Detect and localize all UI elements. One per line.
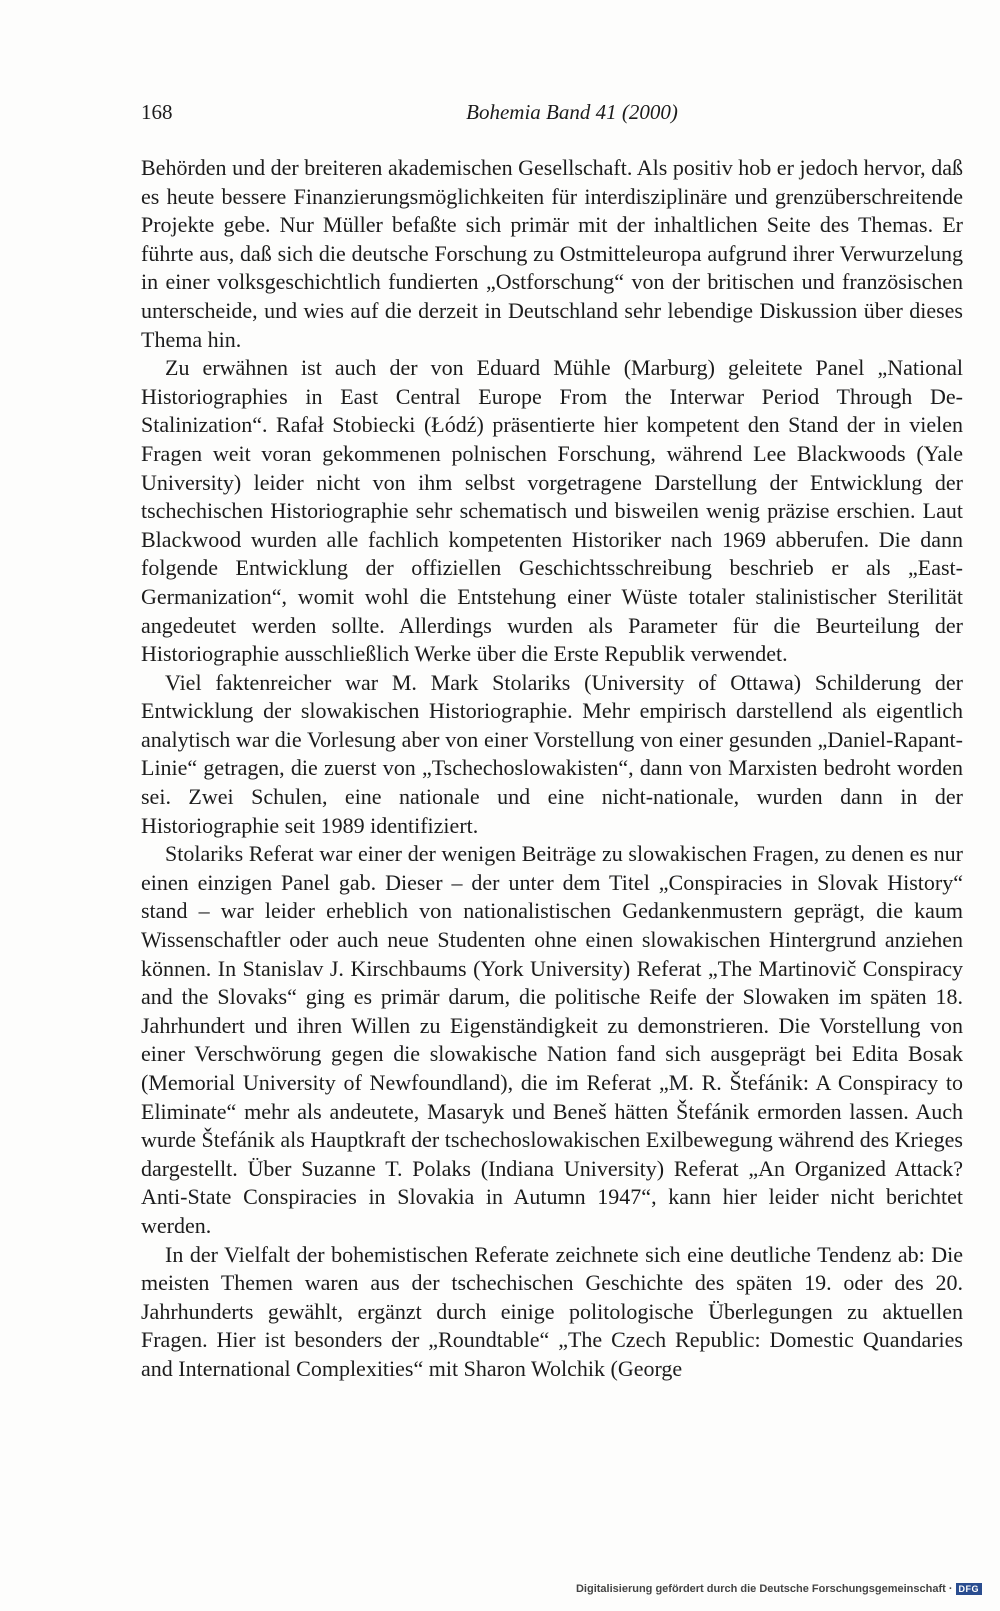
paragraph: Behörden und der breiteren akademischen Gesellschaft. Als positiv hob er jedoch hervor, daß es heute bessere Finanzierungsmöglichkeiten für interdisziplinäre und grenzüberschreitende Projekte gebe. Nur Müller befaßte sich primär mit der inhaltlichen Seite des Themas. Er führte aus, daß sich die deutsche Forschung zu Ostmitteleuropa aufgrund ihrer Verwurzelung in einer volksgeschichtlich fundierten „Ostforschung“ von der britischen und französischen unterscheide, und wies auf die derzeit in Deutschland sehr lebendige Diskussion über dieses Thema hin. (141, 155, 963, 352)
page-number: 168 (141, 100, 173, 124)
running-title: Bohemia Band 41 (2000) (466, 100, 678, 124)
paragraph: Viel faktenreicher war M. Mark Stolariks (University of Ottawa) Schilderung der Entwicklung der slowakischen Historiographie. Mehr empirisch darstellend als eigentlich analytisch war die Vorlesung aber von einer Vorstellung von einer gesunden „Daniel-Rapant-Linie“ getragen, die zuerst von „Tschechoslowakisten“, dann von Marxisten bedroht worden sei. Zwei Schulen, eine nationale und eine nicht-nationale, wurden dann in der Historiographie seit 1989 identifiziert. (141, 669, 963, 838)
dfg-logo: DFG (956, 1583, 983, 1595)
paragraph: In der Vielfalt der bohemistischen Referate zeichnete sich eine deutliche Tendenz ab: Die meisten Themen waren aus der tschechischen Geschichte des späten 19. oder des 20. Jahrhunderts gewählt, ergänzt durch einige politologische Überlegungen zu aktuellen Fragen. Hier ist besonders der „Roundtable“ „The Czech Republic: Domestic Quandaries and International Complexities“ mit Sharon Wolchik (George (141, 1241, 963, 1381)
paragraph: Stolariks Referat war einer der wenigen Beiträge zu slowakischen Fragen, zu denen es nur einen einzigen Panel gab. Dieser – der unter dem Titel „Conspiracies in Slovak History“ stand – war leider erheblich von nationalistischen Gedankenmustern geprägt, die kaum Wissenschaftler oder auch neue Studenten ohne einen slowakischen Hintergrund anziehen können. In Stanislav J. Kirschbaums (York University) Referat „The Martinovič Conspiracy and the Slovaks“ ging es primär darum, die politische Reife der Slowaken im späten 18. Jahrhundert und ihren Willen zu Eigenständigkeit zu demonstrieren. Die Vorstellung von einer Verschwörung gegen die slowakische Nation fand sich ausgeprägt bei Edita Bosak (Memorial University of Newfoundland), die im Referat „M. R. Štefánik: A Conspiracy to Eliminate“ mehr als andeutete, Masaryk und Beneš hätten Štefánik ermorden lassen. Auch wurde Štefánik als Hauptkraft der tschechoslowakischen Exilbewegung während des Krieges dargestellt. Über Suzanne T. Polaks (Indiana University) Referat „An Organized Attack? Anti-State Conspiracies in Slovakia in Autumn 1947“, kann hier leider nicht berichtet werden. (141, 841, 963, 1238)
paragraph: Zu erwähnen ist auch der von Eduard Mühle (Marburg) geleitete Panel „National Historiographies in East Central Europe From the Interwar Period Through De-Stalinization“. Rafał Stobiecki (Łódź) präsentierte hier kompetent den Stand der in vielen Fragen weit voran gekommenen polnischen Forschung, während Lee Blackwoods (Yale University) leider nicht von ihm selbst vorgetragene Darstellung der Entwicklung der tschechischen Historiographie sehr schematisch und bisweilen wenig präzise erschien. Laut Blackwood wurden alle fachlich kompetenten Historiker nach 1969 abberufen. Die dann folgende Entwicklung der offiziellen Geschichtsschreibung beschrieb er als „East-Germanization“, womit wohl die Entstehung einer Wüste totaler stalinistischer Sterilität angedeutet werden sollte. Allerdings wurden als Parameter für die Beurteilung der Historiographie ausschließlich Werke über die Erste Republik verwendet. (141, 355, 963, 667)
article-body (141, 154, 963, 1384)
digitization-footer (576, 1581, 982, 1597)
page-header (141, 100, 963, 132)
footer-credit: Digitalisierung gefördert durch die Deutsche Forschungsgemeinschaft · (575, 1583, 953, 1595)
